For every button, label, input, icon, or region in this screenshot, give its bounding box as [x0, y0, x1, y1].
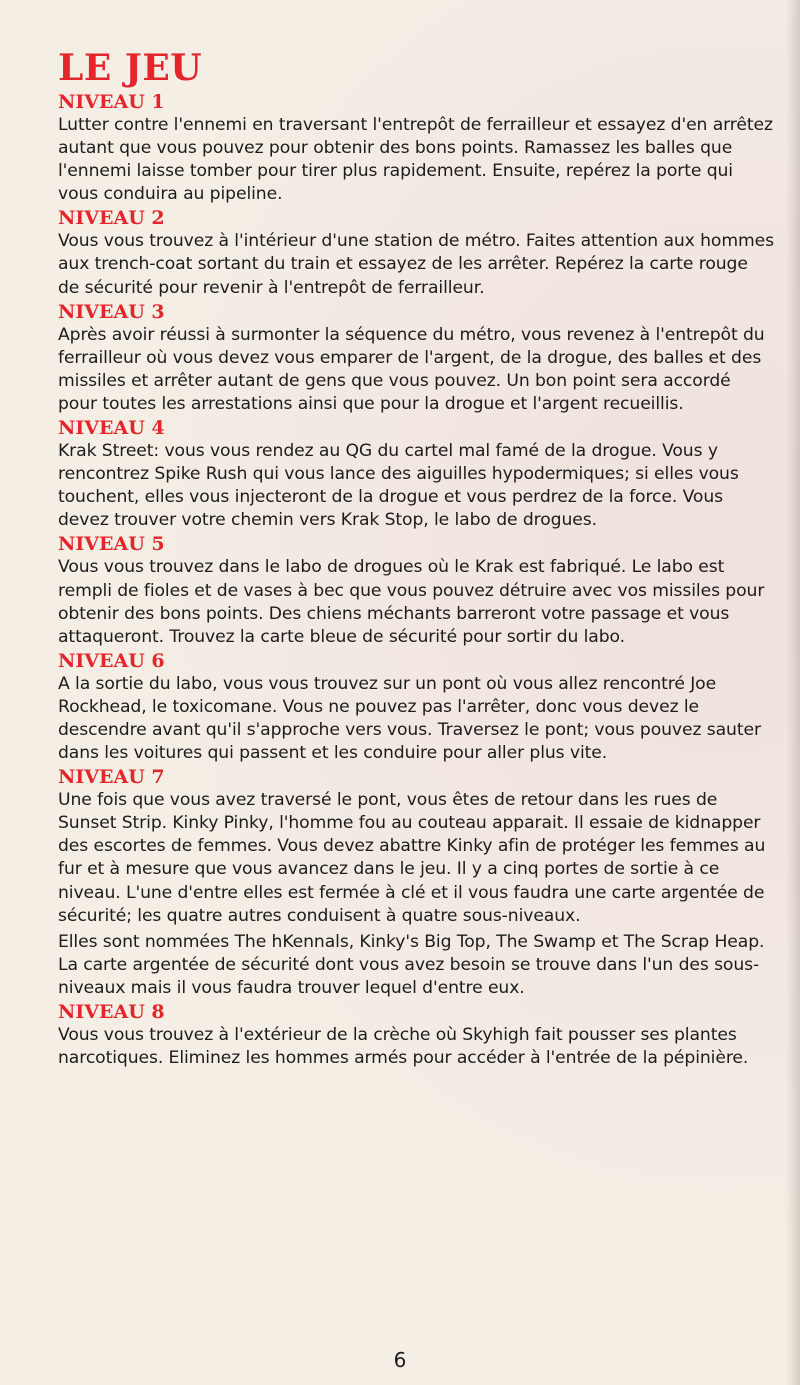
level-description: Après avoir réussi à surmonter la séquence du métro, vous revenez à l'entrepôt du ferrailleur où vous devez vous emparer de l'argent, de la drogue, des balles et des missiles et arrêter autant de gens que vous pouvez. Un bon point sera accordé pour toutes les arrestations ainsi que pour la drogue et l'argent recueillis.	[58, 324, 765, 414]
level-section-2	[58, 206, 774, 299]
level-section-3	[58, 300, 774, 416]
level-heading: NIVEAU 4	[58, 417, 165, 440]
level-section-8	[58, 1000, 774, 1070]
page-number: 6	[393, 1348, 407, 1372]
level-heading: NIVEAU 6	[58, 649, 165, 672]
page-content	[58, 46, 774, 1070]
page-title: LE JEU	[58, 47, 203, 89]
level-heading: NIVEAU 8	[58, 1001, 165, 1023]
level-section-4	[58, 416, 774, 532]
level-description: Krak Street: vous vous rendez au QG du cartel mal famé de la drogue. Vous y rencontrez Spike Rush qui vous lance des aiguilles hypodermiques; si elles vous touchent, elles vous injecteront de la drogue et vous perdrez de la force. Vous devez trouver votre chemin vers Krak Stop, le labo de drogues.	[58, 441, 739, 531]
level-description-continued: Elles sont nommées The hKennals, Kinky's Big Top, The Swamp et The Scrap Heap. La carte argentée de sécurité dont vous avez besoin se trouve dans l'un des sous-niveaux mais il vous faudra trouver lequel d'entre eux.	[58, 931, 765, 998]
level-description: Vous vous trouvez dans le labo de drogues où le Krak est fabriqué. Le labo est rempli de fioles et de vases à bec que vous pouvez détruire avec vos missiles pour obtenir des bons points. Des chiens méchants barreront votre passage et vous attaqueront. Trouvez la carte bleue de sécurité pour sortir du labo.	[58, 557, 765, 647]
level-description: A la sortie du labo, vous vous trouvez sur un pont où vous allez rencontré Joe Rockhead, le toxicomane. Vous ne pouvez pas l'arrêter, donc vous devez le descendre avant qu'il s'approche vers vous. Traversez le pont; vous pouvez sauter dans les voitures qui passent et les conduire pour aller plus vite.	[58, 673, 761, 764]
level-section-7	[58, 765, 774, 1000]
level-section-1	[58, 90, 774, 206]
page-edge-shadow	[786, 0, 800, 1385]
level-heading: NIVEAU 2	[58, 207, 165, 230]
level-heading: NIVEAU 3	[58, 300, 165, 323]
level-heading: NIVEAU 7	[58, 766, 165, 789]
level-description: Une fois que vous avez traversé le pont, vous êtes de retour dans les rues de Sunset Strip. Kinky Pinky, l'homme fou au couteau apparait. Il essaie de kidnapper des escortes de femmes. Vous devez abattre Kinky afin de protéger les femmes au fur et à mesure que vous avancez dans le jeu. Il y a cinq portes de sortie à ce niveau. L'une d'entre elles est fermée à clé et il vous faudra une carte argentée de sécurité; les quatre autres conduisent à quatre sous-niveaux.	[58, 790, 766, 926]
level-description: Vous vous trouvez à l'extérieur de la crèche où Skyhigh fait pousser ses plantes narcotiques. Eliminez les hommes armés pour accéder à l'entrée de la pépinière.	[58, 1025, 749, 1069]
level-section-6	[58, 649, 774, 765]
level-section-5	[58, 532, 774, 648]
level-heading: NIVEAU 5	[58, 533, 165, 556]
level-heading: NIVEAU 1	[58, 91, 165, 113]
level-description: Vous vous trouvez à l'intérieur d'une station de métro. Faites attention aux hommes aux trench-coat sortant du train et essayez de les arrêter. Repérez la carte rouge de sécurité pour revenir à l'entrepôt de ferrailleur.	[58, 231, 774, 298]
level-description: Lutter contre l'ennemi en traversant l'entrepôt de ferrailleur et essayez d'en arrêtez autant que vous pouvez pour obtenir des bons points. Ramassez les balles que l'ennemi laisse tomber pour tirer plus rapidement. Ensuite, repérez la porte qui vous conduira au pipeline.	[58, 115, 773, 205]
